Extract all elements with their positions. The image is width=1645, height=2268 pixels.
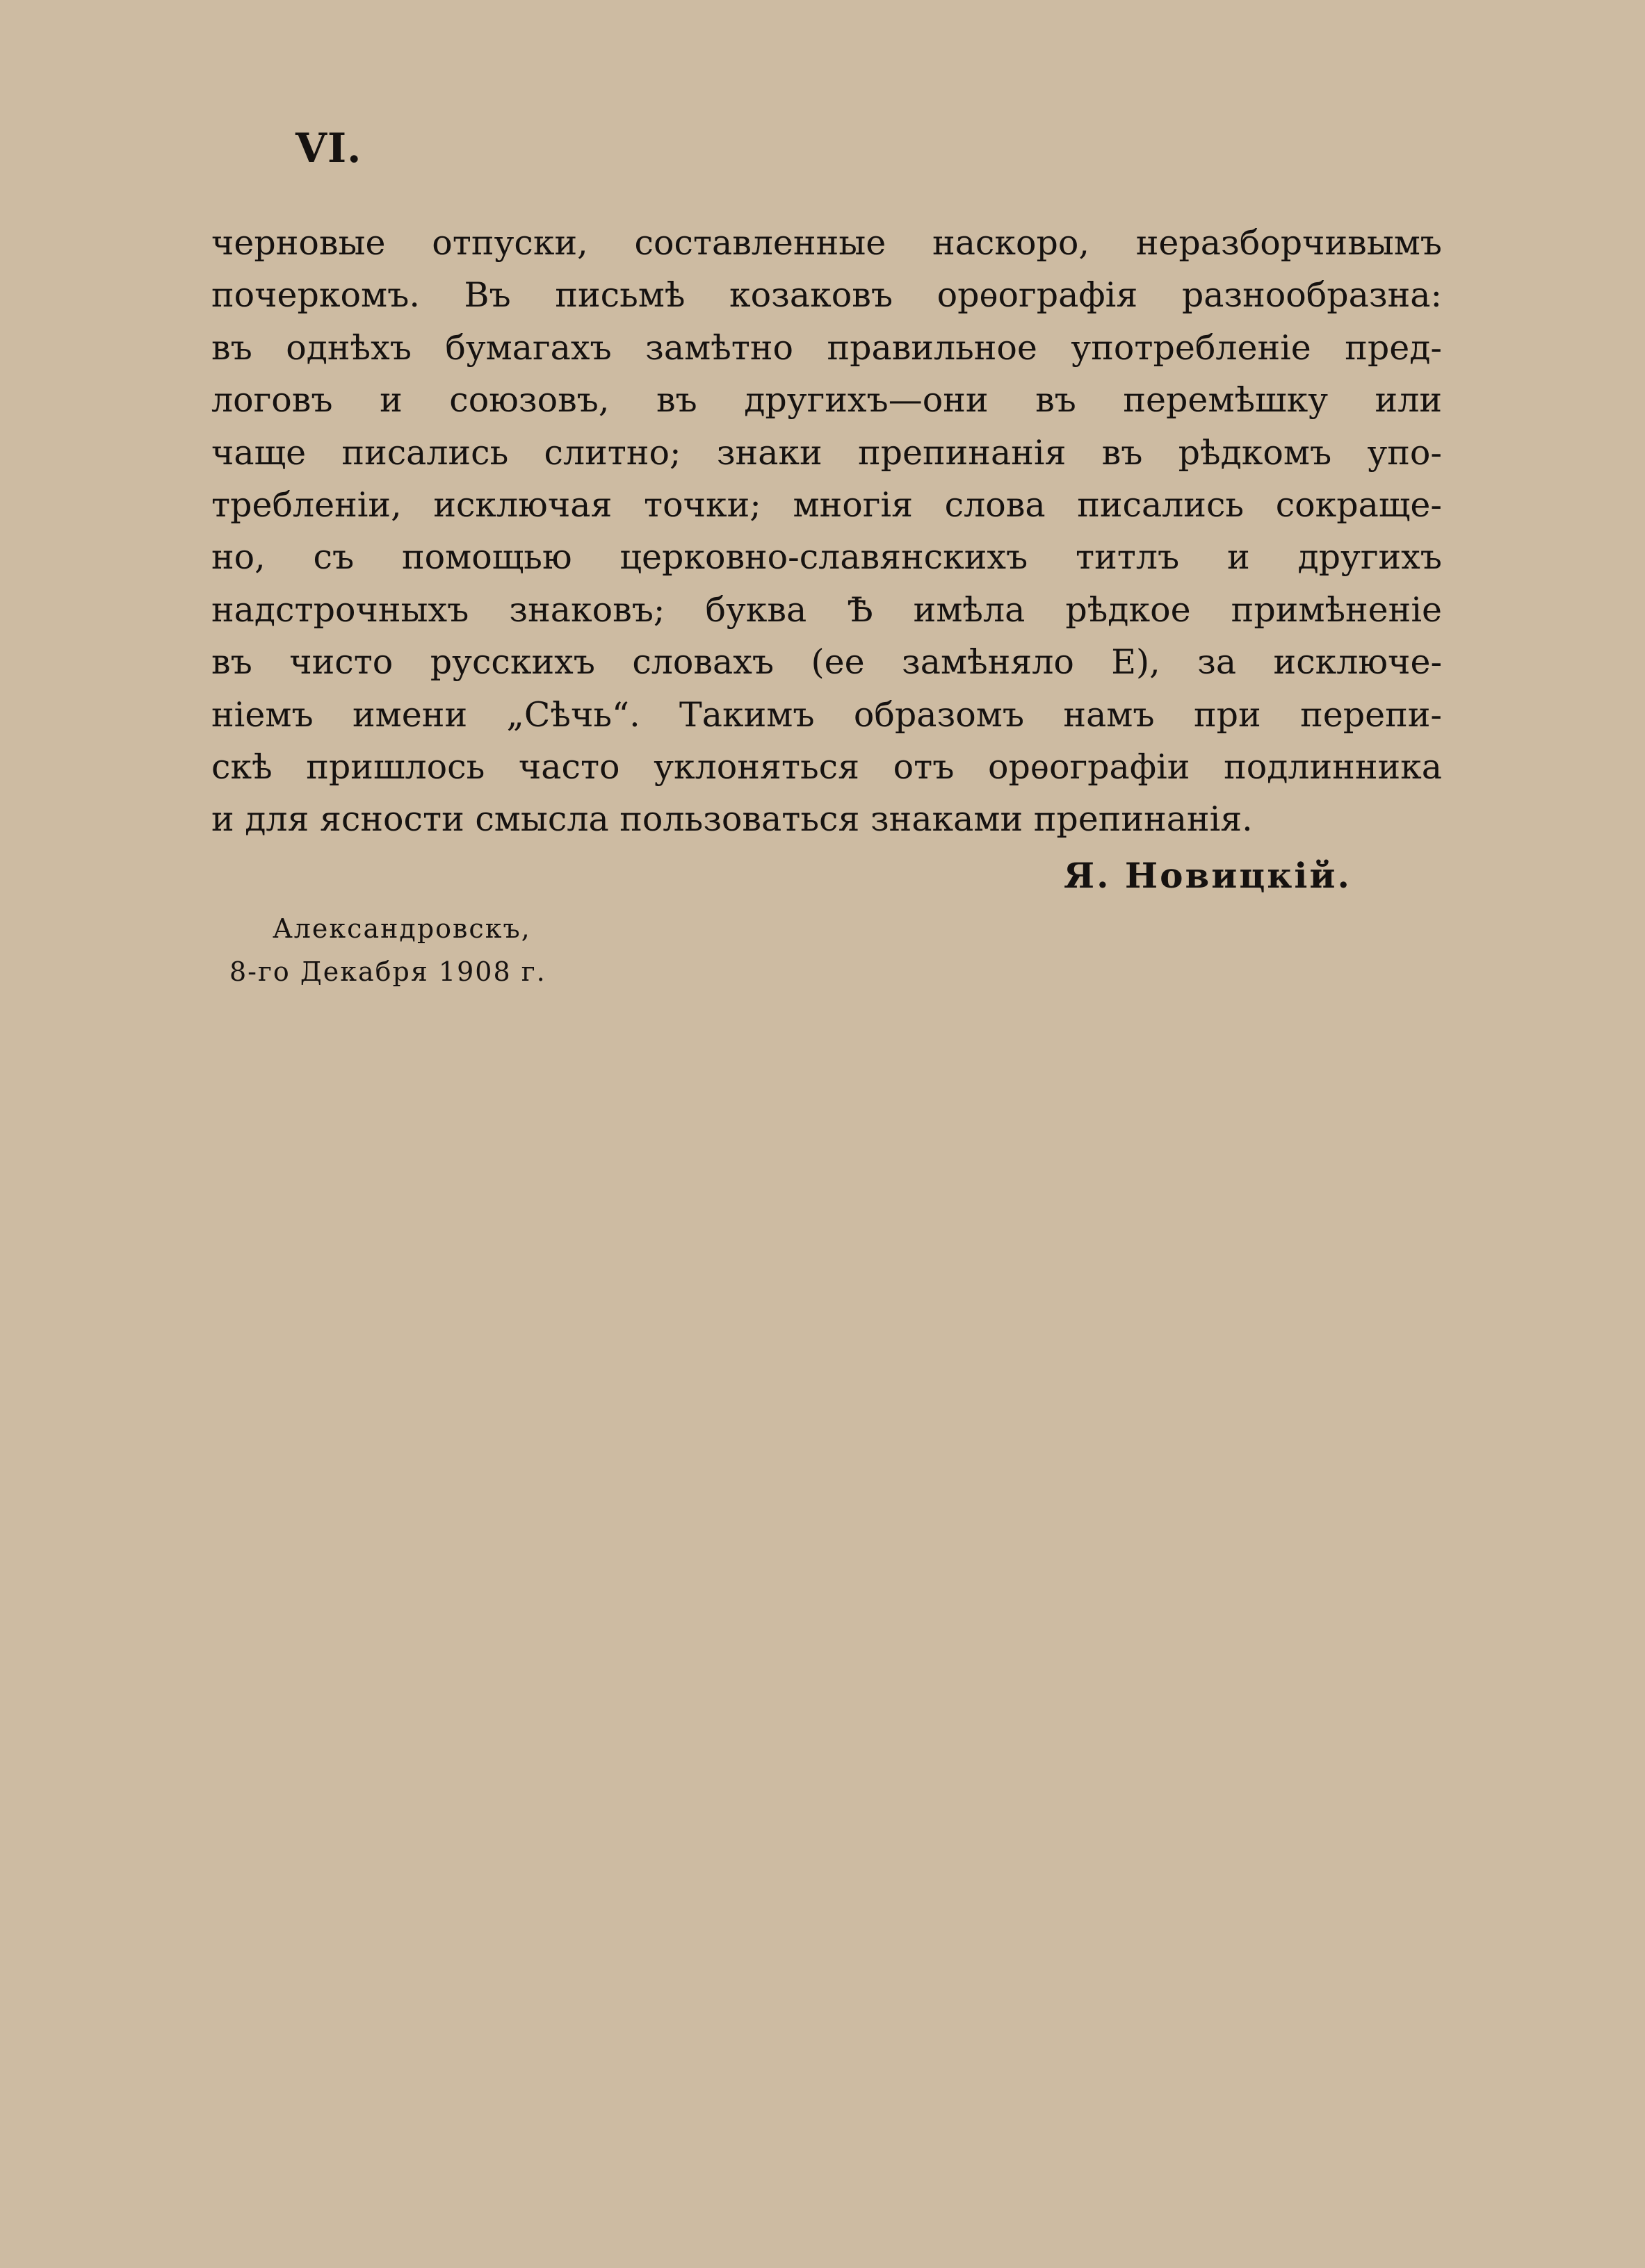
- text-line: но, съ помощью церковно-славянскихъ титлъ и другихъ: [211, 537, 1442, 578]
- text-line: черновые отпуски, составленные наскоро, неразборчивымъ: [211, 223, 1442, 263]
- text-line: почеркомъ. Въ письмѣ козаковъ орѳографія разнообразна:: [211, 275, 1442, 316]
- text-line: требленіи, исключая точки; многія слова писались сокраще-: [211, 484, 1442, 525]
- text-line: надстрочныхъ знаковъ; буква Ѣ имѣла рѣдкое примѣненіе: [211, 589, 1442, 630]
- text-line: и для ясности смысла пользоваться знаками препинанія.: [211, 799, 1253, 840]
- text-line: ніемъ имени „Сѣчь“. Такимъ образомъ намъ при перепи-: [211, 694, 1442, 735]
- body-paragraph: [211, 217, 1442, 846]
- page-number: VI.: [295, 124, 362, 172]
- dateline: [229, 907, 546, 993]
- text-line: въ однѣхъ бумагахъ замѣтно правильное употребленіе пред-: [211, 327, 1442, 368]
- text-line: чаще писались слитно; знаки препинанія въ рѣдкомъ упо-: [211, 432, 1442, 473]
- author-signature: Я. Новицкій.: [1064, 855, 1352, 896]
- text-line: въ чисто русскихъ словахъ (ее замѣняло Е), за исключе-: [211, 642, 1442, 683]
- dateline-place: Александровскъ,: [273, 913, 531, 944]
- text-line: логовъ и союзовъ, въ другихъ—они въ перемѣшку или: [211, 380, 1442, 421]
- text-line: скѣ пришлось часто уклоняться отъ орѳографіи подлинника: [211, 747, 1442, 787]
- dateline-date: 8-го Декабря 1908 г.: [229, 956, 546, 987]
